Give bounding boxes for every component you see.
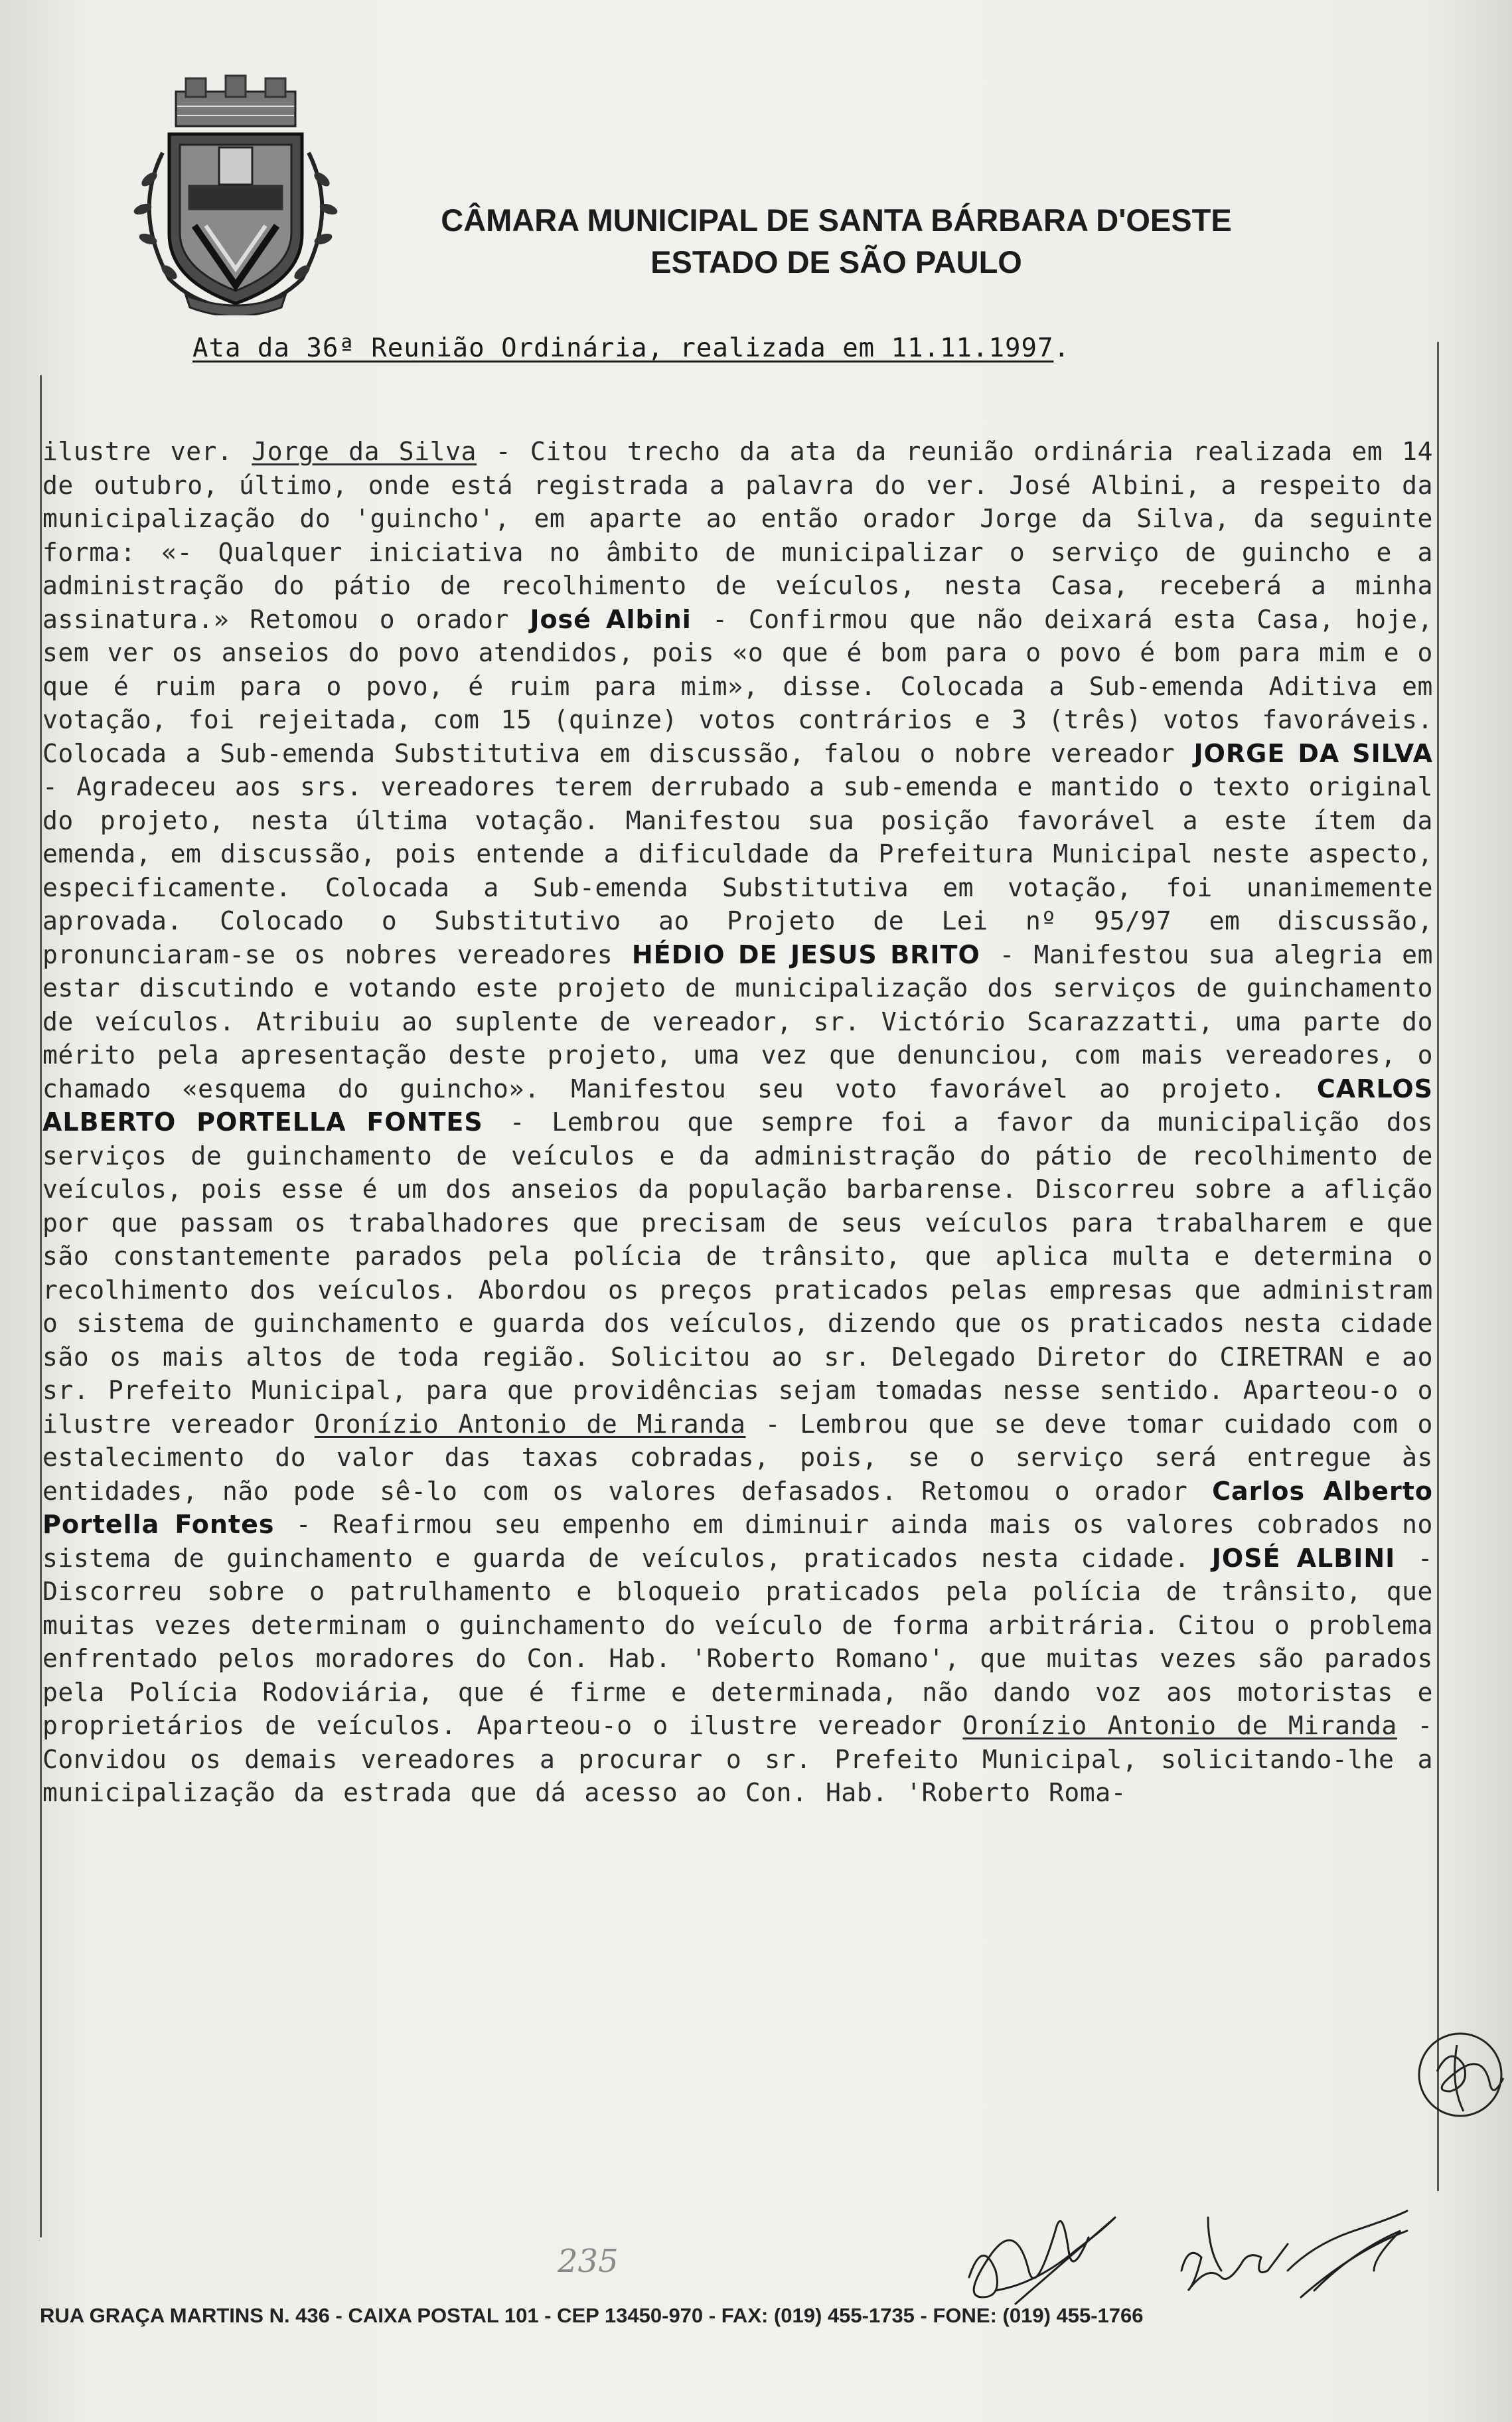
minutes-title-text: Ata da 36ª Reunião Ordinária, realizada em 11.11.1997: [192, 333, 1054, 363]
speaker-name: JORGE DA SILVA: [1193, 738, 1433, 768]
speaker-name: Oronízio Antonio de Miranda: [314, 1409, 746, 1439]
body-text-segment: - Discorreu sobre o patrulhamento e bloqueio praticados pela polícia de trânsito, que muitas vezes determinam o guinchamento do veículo de forma arbitrária. Citou o problema enfrentado pelos moradores do Con. Hab. 'Roberto Romano', que muitas vezes são parados pela Polícia Rodoviária, que é firme e determinada, não dando voz aos motoristas e proprietários de veículos. Aparteou-o o ilustre vereador: [42, 1543, 1433, 1740]
minutes-paragraph: [42, 435, 1433, 1810]
minutes-title-period: .: [1053, 333, 1070, 363]
chamber-header: [412, 199, 1261, 283]
footer-address: RUA GRAÇA MARTINS N. 436 - CAIXA POSTAL 101 - CEP 13450-970 - FAX: (019) 455-1735 - FONE: (019) 455-1766: [40, 2304, 1144, 2327]
body-text-segment: ilustre ver.: [42, 437, 252, 466]
body-text-segment: - Confirmou que não deixará esta Casa, hoje, sem ver os anseios do povo atendidos, pois «o que é bom para o povo é bom para mim e o que é ruim para o povo, é ruim para mim», disse. Colocada a Sub-emenda Aditiva em votação, foi rejeitada, com 15 (quinze) votos contrários e 3 (três) votos favoráveis. Colocada a Sub-emenda Substitutiva em discussão, falou o nobre vereador: [42, 604, 1433, 768]
minutes-title: [192, 333, 1288, 363]
speaker-name: Jorge da Silva: [252, 437, 477, 466]
right-margin-rule: [1437, 342, 1439, 2191]
state-name: ESTADO DE SÃO PAULO: [650, 244, 1022, 280]
body-text-segment: - Agradeceu aos srs. vereadores terem derrubado a sub-emenda e mantido o texto original do projeto, nesta última votação. Manifestou sua posição favorável a este ítem da emenda, em discussão, pois entende a dificuldade da Prefeitura Municipal neste aspecto, especificamente. Colocada a Sub-emenda Substitutiva em votação, foi unanimemente aprovada. Colocado o Substitutivo ao Projeto de Lei nº 95/97 em discussão, pronunciaram-se os nobres vereadores: [42, 772, 1433, 969]
circular-rubric-stamp-icon: [1410, 2025, 1510, 2125]
body-text-segment: - Lembrou que se deve tomar cuidado com o estalecimento do valor das taxas cobradas, pois, se o serviço será entregue às entidades, não pode sê-lo com os valores defasados. Retomou o orador: [42, 1409, 1433, 1506]
body-text-segment: - Lembrou que sempre foi a favor da municipalição dos serviços de guinchamento de veículos e da administração do pátio de recolhimento de veículos, pois esse é um dos anseios da população barbarense. Discorreu sobre a aflição por que passam os trabalhadores que precisam de seus veículos para trabalharem e que são constantemente parados pela polícia de trânsito, que aplica multa e determina o recolhimento dos veículos. Abordou os preços praticados pelas empresas que administram o sistema de guinchamento e guarda dos veículos, dizendo que os praticados nesta cidade são os mais altos de toda região. Solicitou ao sr. Delegado Diretor do CIRETRAN e ao sr. Prefeito Municipal, para que providências sejam tomadas nesse sentido. Aparteou-o o ilustre vereador: [42, 1107, 1433, 1439]
body-text-segment: - Reafirmou seu empenho em diminuir ainda mais os valores cobrados no sistema de guinchamento e guarda de veículos, praticados nesta cidade.: [42, 1510, 1433, 1573]
body-text-segment: - Citou trecho da ata da reunião ordinária realizada em 14 de outubro, último, onde está registrada a palavra do ver. José Albini, a respeito da municipalização do 'guincho', em aparte ao então orador Jorge da Silva, da seguinte forma: «- Qualquer iniciativa no âmbito de municipalizar o serviço de guincho e a administração do pátio de recolhimento de veículos, nesta Casa, receberá a minha assinatura.» Retomou o orador: [42, 437, 1433, 634]
body-text-segment: - Manifestou sua alegria em estar discutindo e votando este projeto de municipalização dos serviços de guinchamento de veículos. Atribuiu ao suplente de vereador, sr. Victório Scarazzatti, uma parte do mérito pela apresentação deste projeto, uma vez que denunciou, com mais vereadores, o chamado «esquema do guincho». Manifestou seu voto favorável ao projeto.: [42, 939, 1433, 1103]
speaker-name: CARLOS ALBERTO PORTELLA FONTES: [42, 1074, 1433, 1137]
minutes-body: [42, 435, 1433, 1810]
speaker-name: HÉDIO DE JESUS BRITO: [631, 939, 980, 969]
speaker-name: JOSÉ ALBINI: [1211, 1543, 1396, 1573]
speaker-name: José Albini: [530, 604, 692, 634]
chamber-name: CÂMARA MUNICIPAL DE SANTA BÁRBARA D'OESTE: [441, 202, 1232, 238]
municipal-coat-of-arms-icon: [123, 73, 348, 315]
left-margin-rule: [40, 375, 42, 2237]
body-text-segment: - Convidou os demais vereadores a procurar o sr. Prefeito Municipal, solicitando-lhe a municipalização da estrada que dá acesso ao Con. Hab. 'Roberto Roma-: [42, 1711, 1433, 1807]
speaker-name: Oronízio Antonio de Miranda: [962, 1711, 1397, 1740]
page-number: 235: [558, 2243, 619, 2280]
speaker-name: Carlos Alberto Portella Fontes: [42, 1476, 1433, 1539]
